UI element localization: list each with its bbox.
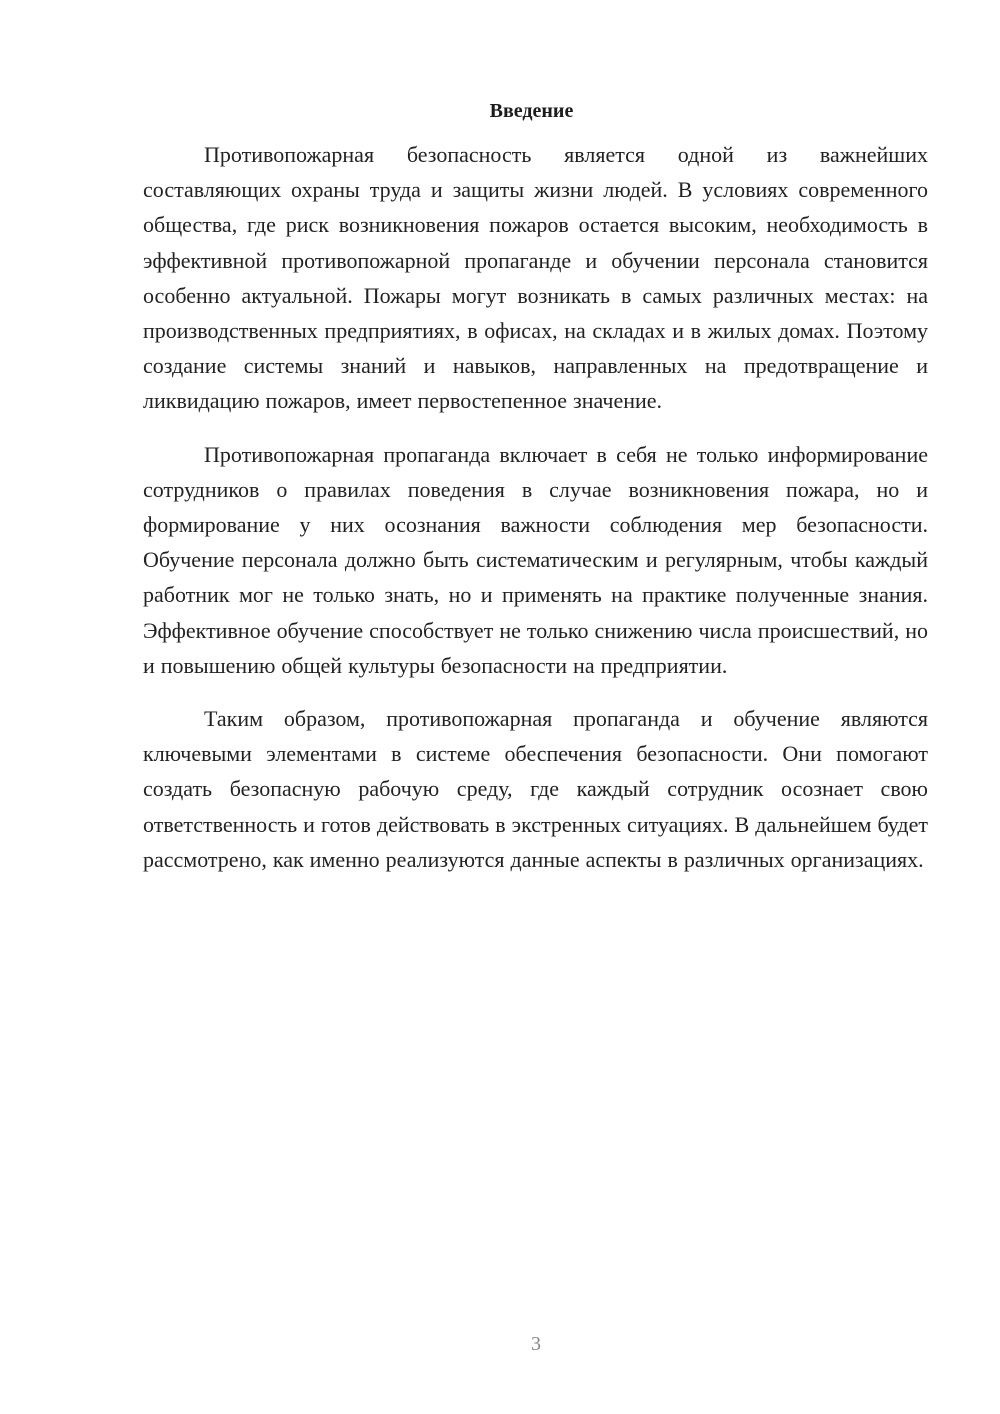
page-number: 3 bbox=[531, 1333, 541, 1355]
paragraph-1: Противопожарная безопасность является одной из важнейших составляющих охраны труда и защиты жизни людей. В условиях современного общества, где риск возникновения пожаров остается высоким, необходимость в эффективной противопожарной пропаганде и обучении персонала становится особенно актуальной. Пожары могут возникать в самых различных местах: на производственных предприятиях, в офисах, на складах и в жилых домах. Поэтому создание системы знаний и навыков, направленных на предотвращение и ликвидацию пожаров, имеет первостепенное значение. bbox=[143, 142, 928, 414]
section-title: Введение bbox=[489, 100, 574, 122]
paragraph-2: Противопожарная пропаганда включает в себя не только информирование сотрудников о правилах поведения в случае возникновения пожара, но и формирование у них осознания важности соблюдения мер безопасности. Обучение персонала должно быть систематическим и регулярным, чтобы каждый работник мог не только знать, но и применять на практике полученные знания. Эффективное обучение способствует не только снижению числа происшествий, но и повышению общей культуры безопасности на предприятии. bbox=[143, 441, 928, 678]
paragraph-3: Таким образом, противопожарная пропаганда и обучение являются ключевыми элементами в системе обеспечения безопасности. Они помогают создать безопасную рабочую среду, где каждый сотрудник осознает свою ответственность и готов действовать в экстренных ситуациях. В дальнейшем будет рассмотрено, как именно реализуются данные аспекты в различных организациях. bbox=[143, 706, 928, 872]
document-body bbox=[143, 97, 928, 895]
